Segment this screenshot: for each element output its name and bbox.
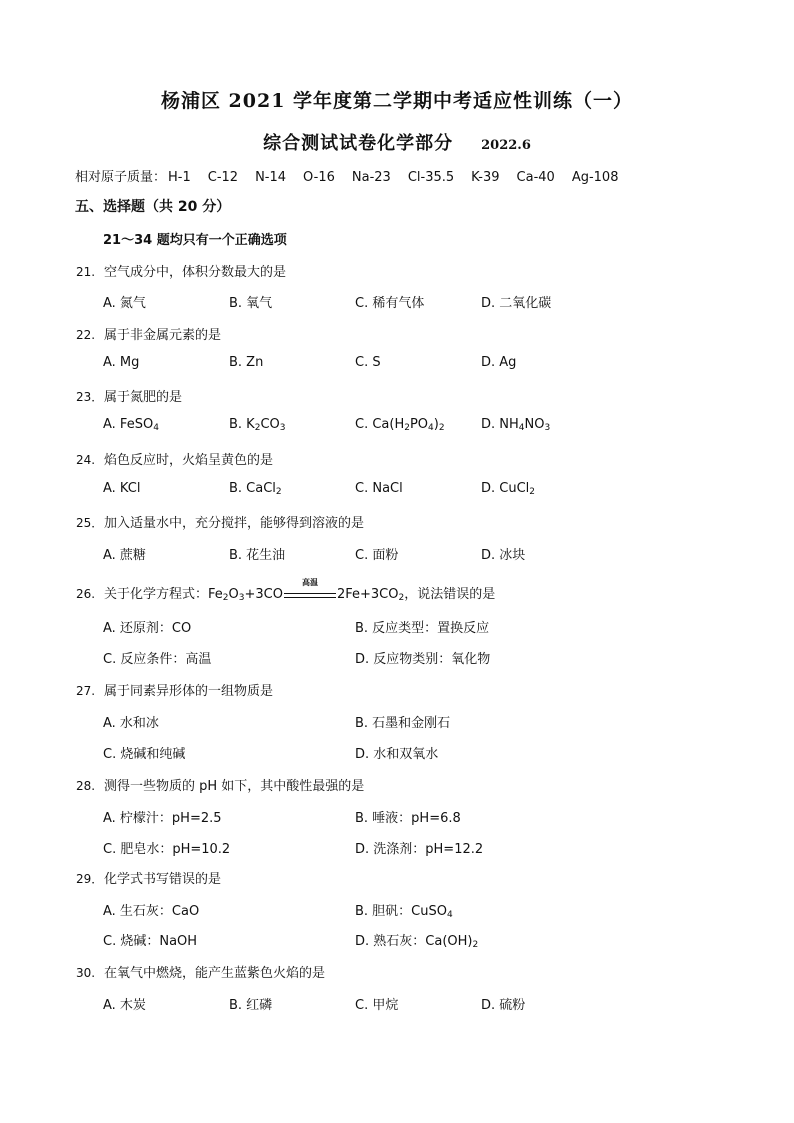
question-24 [76, 449, 273, 468]
atomic-masses-label: 相对原子质量： [75, 170, 167, 185]
atomic-mass-ag: Ag-108 [571, 170, 619, 185]
question-number: 23． [76, 390, 104, 404]
question-number: 24. [76, 453, 96, 467]
question-text-after: $2Fe+3CO_2$，说法错误的是 [336, 587, 496, 603]
option-b: B. 胆矾：CuSO$_4$ [355, 904, 453, 920]
option-b: B. 花生油 [229, 548, 286, 563]
option-d: D. 反应物类别：氧化物 [355, 652, 491, 667]
question-number: 25． [76, 516, 104, 530]
section-instruction: 21～34 题均只有一个正确选项 [103, 233, 287, 248]
option-b: B. $K_2CO_3$ [229, 417, 286, 433]
option-d: D. CuCl$_2$ [481, 481, 536, 497]
question-number: 21. [76, 265, 96, 279]
option-a: A. 生石灰：CaO [103, 904, 200, 919]
option-a: A. 水和冰 [103, 716, 159, 731]
question-number: 26. [76, 587, 96, 601]
option-c: C. 甲烷 [355, 998, 399, 1013]
atomic-masses [75, 166, 635, 185]
option-c: C. S [355, 355, 381, 370]
option-a: A. 柠檬汁：pH=2.5 [103, 811, 222, 826]
option-c: C. 肥皂水：pH=10.2 [103, 842, 231, 857]
question-21 [76, 261, 286, 280]
question-text: 属于氮肥的是 [104, 390, 183, 405]
option-c: C. $Ca(H_2PO_4)_2$ [355, 417, 445, 433]
option-c: C. 反应条件：高温 [103, 652, 212, 667]
option-a: A. KCl [103, 481, 141, 496]
exam-date: 2022.6 [481, 138, 531, 153]
option-b: B. 反应类型：置换反应 [355, 621, 490, 636]
question-number: 28. [76, 779, 96, 793]
question-text: 在氧气中燃烧，能产生蓝紫色火焰的是 [104, 966, 326, 981]
option-a: A. 氮气 [103, 296, 146, 311]
option-d: D. 冰块 [481, 548, 526, 563]
option-d: D. 硫粉 [481, 998, 526, 1013]
option-d: D. 二氧化碳 [481, 296, 552, 311]
question-text: 空气成分中，体积分数最大的是 [104, 265, 287, 280]
exam-title: 杨浦区 2021 学年度第二学期中考适应性训练（一） [160, 90, 634, 112]
option-d: D. 水和双氧水 [355, 747, 439, 762]
atomic-mass-o: O-16 [303, 170, 335, 185]
atomic-mass-h: H-1 [168, 170, 191, 185]
question-23 [76, 386, 182, 405]
option-c: C. NaCl [355, 481, 403, 496]
option-c: C. 稀有气体 [355, 296, 425, 311]
atomic-mass-na: Na-23 [351, 170, 391, 185]
option-d: D. 熟石灰：$Ca(OH)_2$ [355, 934, 479, 950]
atomic-mass-ca: Ca-40 [516, 170, 555, 185]
atomic-mass-n: N-14 [255, 170, 287, 185]
question-number: 27. [76, 684, 96, 698]
option-b: B. Zn [229, 355, 264, 370]
reaction-condition: 高温 [301, 577, 318, 587]
option-b: B. 唾液：pH=6.8 [355, 811, 461, 826]
question-number: 22. [76, 328, 96, 342]
question-22 [76, 324, 221, 343]
question-text: 属于非金属元素的是 [104, 328, 222, 343]
atomic-mass-cl: Cl-35.5 [407, 170, 455, 185]
atomic-mass-k: K-39 [471, 170, 500, 185]
exam-subtitle [0, 129, 794, 155]
question-30 [76, 962, 325, 981]
question-number: 29． [76, 872, 104, 886]
option-d: D. 洗涤剂：pH=12.2 [355, 842, 484, 857]
option-a: A. 蔗糖 [103, 548, 146, 563]
option-a: A. Mg [103, 355, 140, 370]
option-c: C. 面粉 [355, 548, 399, 563]
option-a: A. 木炭 [103, 998, 146, 1013]
question-26 [76, 577, 496, 603]
subtitle-text: 综合测试试卷化学部分 [263, 133, 454, 154]
question-text-before: 关于化学方程式：$Fe_2O_3+3CO$ [104, 587, 283, 603]
question-29 [76, 868, 221, 887]
question-text: 焰色反应时，火焰呈黄色的是 [104, 453, 274, 468]
reaction-arrow [284, 577, 336, 600]
question-text: 加入适量水中，充分搅拌，能够得到溶液的是 [104, 516, 365, 531]
question-text: 化学式书写错误的是 [104, 872, 222, 887]
option-a: A. 还原剂：CO [103, 621, 192, 636]
question-27 [76, 680, 273, 699]
option-b: B. 氧气 [229, 296, 273, 311]
option-b: B. 红磷 [229, 998, 273, 1013]
question-25 [76, 512, 364, 531]
option-c: C. 烧碱：NaOH [103, 934, 198, 949]
question-text: 属于同素异形体的一组物质是 [104, 684, 274, 699]
option-a: A. FeSO$_4$ [103, 417, 159, 433]
option-b: B. 石墨和金刚石 [355, 716, 451, 731]
section-title: 五、选择题（共 20 分） [75, 199, 231, 215]
option-b: B. CaCl$_2$ [229, 481, 282, 497]
option-d: D. Ag [481, 355, 517, 370]
option-c: C. 烧碱和纯碱 [103, 747, 186, 762]
question-text: 测得一些物质的 pH 如下，其中酸性最强的是 [104, 779, 365, 794]
question-number: 30. [76, 966, 96, 980]
option-d: D. $NH_4NO_3$ [481, 417, 551, 433]
atomic-mass-c: C-12 [207, 170, 239, 185]
question-28 [76, 775, 364, 794]
